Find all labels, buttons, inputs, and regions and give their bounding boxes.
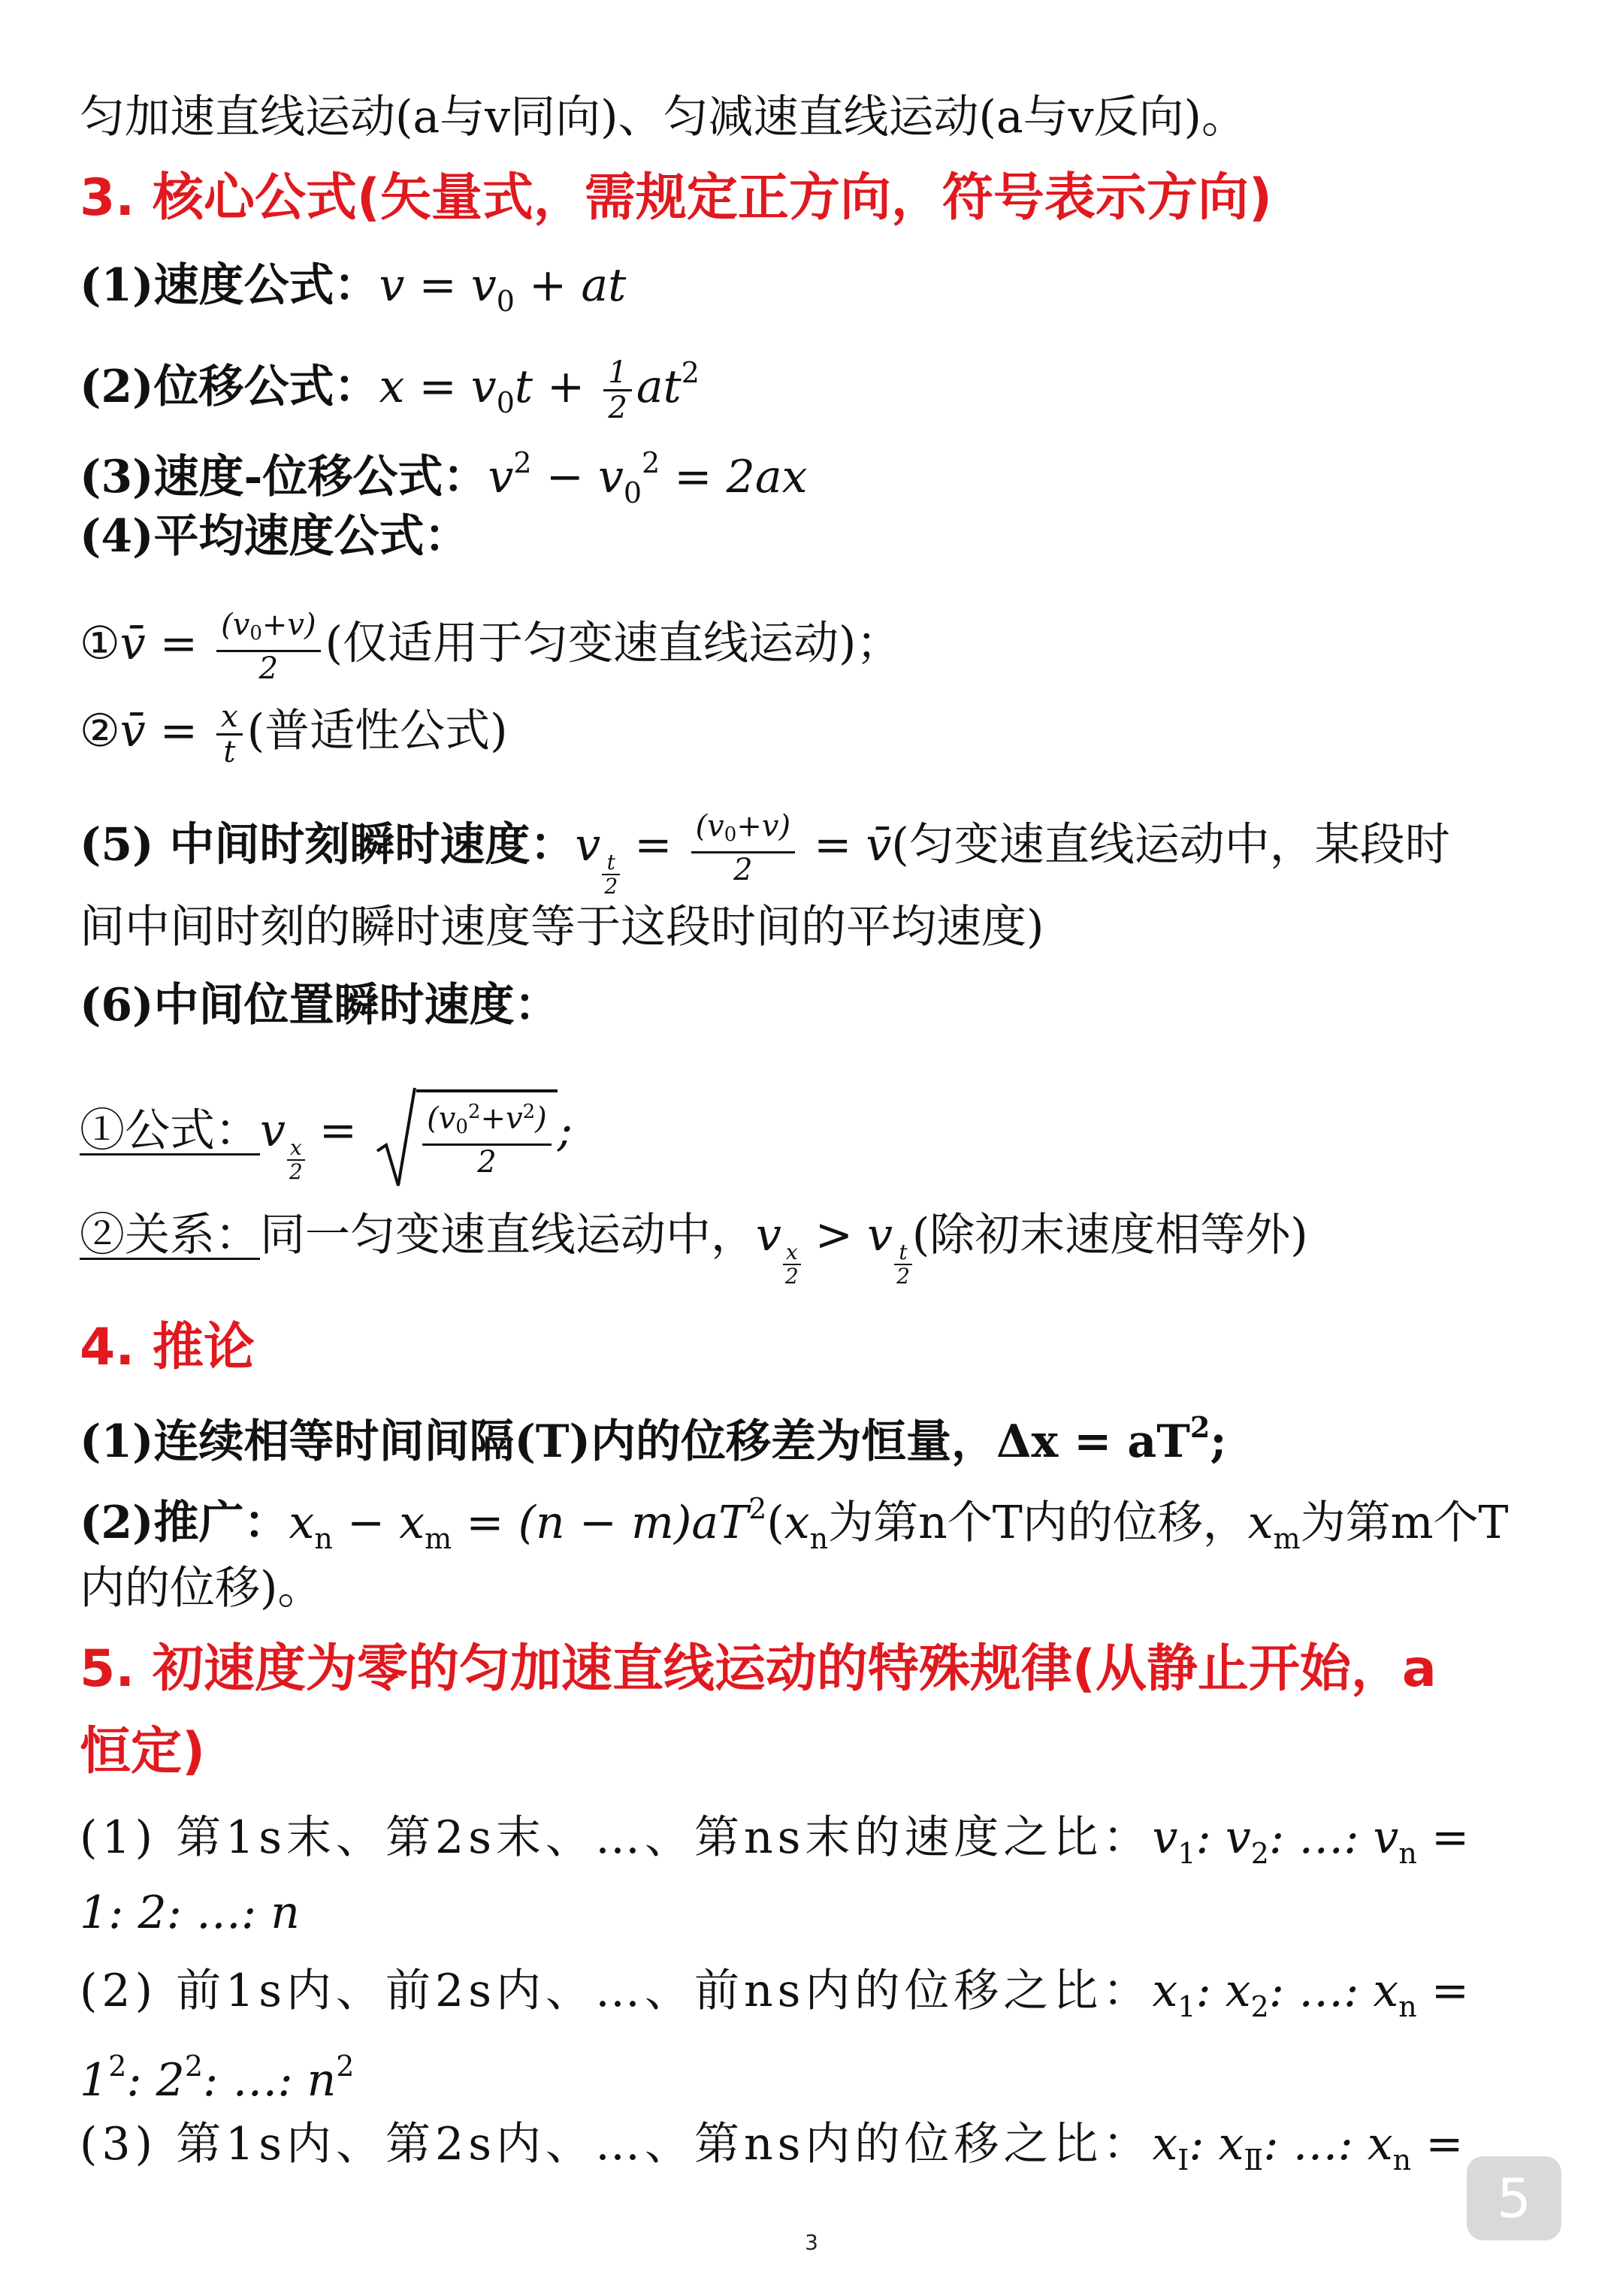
mid-time-velocity: (5) 中间时刻瞬时速度：v $\frac{t}{2}$ = $\frac{(v_0+v)}{2}$ = v̄(匀变速直线运动中，某段时 [80, 809, 1450, 899]
formula-displacement: (2)位移公式：$x = v_0t$ + $\frac{1}{2}$ $at^2$ [80, 355, 700, 425]
mid-time-velocity-cont: 间中间时刻的瞬时速度等于这段时间的平均速度) [80, 901, 1044, 953]
average-velocity-formula-2: ②v̄ = $\frac{x}{t}$ (普适性公式) [80, 699, 508, 769]
section-5-heading-line2: 恒定) [80, 1722, 206, 1781]
mid-position-velocity-heading: (6)中间位置瞬时速度： [80, 979, 560, 1032]
intro-line: 匀加速直线运动(a与v同向)、匀减速直线运动(a与v反向)。 [80, 91, 1247, 144]
mid-position-relation: ②关系：同一匀变速直线运动中，v $\frac{x}{2}$ > v $\frac{t}{2}$ (除初末速度相等外) [80, 1209, 1308, 1288]
formula-velocity-displacement: (3)速度-位移公式：$v^2 - v_0^2 = 2ax$ [80, 446, 808, 509]
displacement-formula-math: $x = v_0t$ + $\frac{1}{2}$ $at^2$ [379, 355, 700, 425]
rule-3: (3) 第1s内、第2s内、…、第ns内的位移之比：$x_Ⅰ$: $x_Ⅱ$: …: $x_n$ = [80, 2118, 1464, 2177]
section-4-heading: 4. 推论 [80, 1318, 255, 1377]
sqrt-sign: $\frac{(v_0^2+v^2)}{2}$ [376, 1089, 558, 1179]
section-3-heading: 3. 核心公式(矢量式，需规定正方向，符号表示方向) [80, 168, 1272, 228]
velocity-formula-math: $v = v_0$ + at [379, 259, 627, 318]
corollary-2-cont: 内的位移)。 [80, 1562, 323, 1615]
rule-2-cont: $1^2$: $2^2$: …: $n^2$ [80, 2050, 355, 2107]
velocity-displacement-math: $v^2 - v_0^2 = 2ax$ [488, 446, 808, 509]
corollary-2: (2)推广：$x_n - x_m = (n - m)aT^2(x_n$为第n个T内的位移，$x_m$为第m个T [80, 1492, 1509, 1555]
corollary-1: (1)连续相等时间间隔(T)内的位移差为恒量，$\Delta x = aT^2$; [80, 1410, 1227, 1468]
formula-velocity: (1)速度公式：$v = v_0$ + at [80, 259, 627, 318]
rule-2: (2) 前1s内、前2s内、…、前ns内的位移之比：$x_1$: $x_2$: …: $x_n$ = [80, 1965, 1470, 2023]
average-velocity-formula-1: ①v̄ = $\frac{(v_0+v)}{2}$ (仅适用于匀变速直线运动)； [80, 608, 902, 686]
average-velocity-heading: (4)平均速度公式： [80, 510, 470, 563]
section-5-heading-line1: 5. 初速度为零的匀加速直线运动的特殊规律(从静止开始，a [80, 1639, 1437, 1699]
rule-1-cont: 1: 2: …: n [80, 1887, 300, 1939]
page-badge[interactable]: 5 [1467, 2156, 1561, 2240]
rule-1: (1) 第1s末、第2s末、…、第ns末的速度之比：$v_1$: $v_2$: …: $v_n$ = [80, 1811, 1470, 1870]
page-number: 3 [805, 2230, 818, 2255]
mid-position-formula: ①公式：v $\frac{x}{2}$ = $\frac{(v_0^2+v^2)}{2}$ ; [80, 1089, 1593, 1183]
